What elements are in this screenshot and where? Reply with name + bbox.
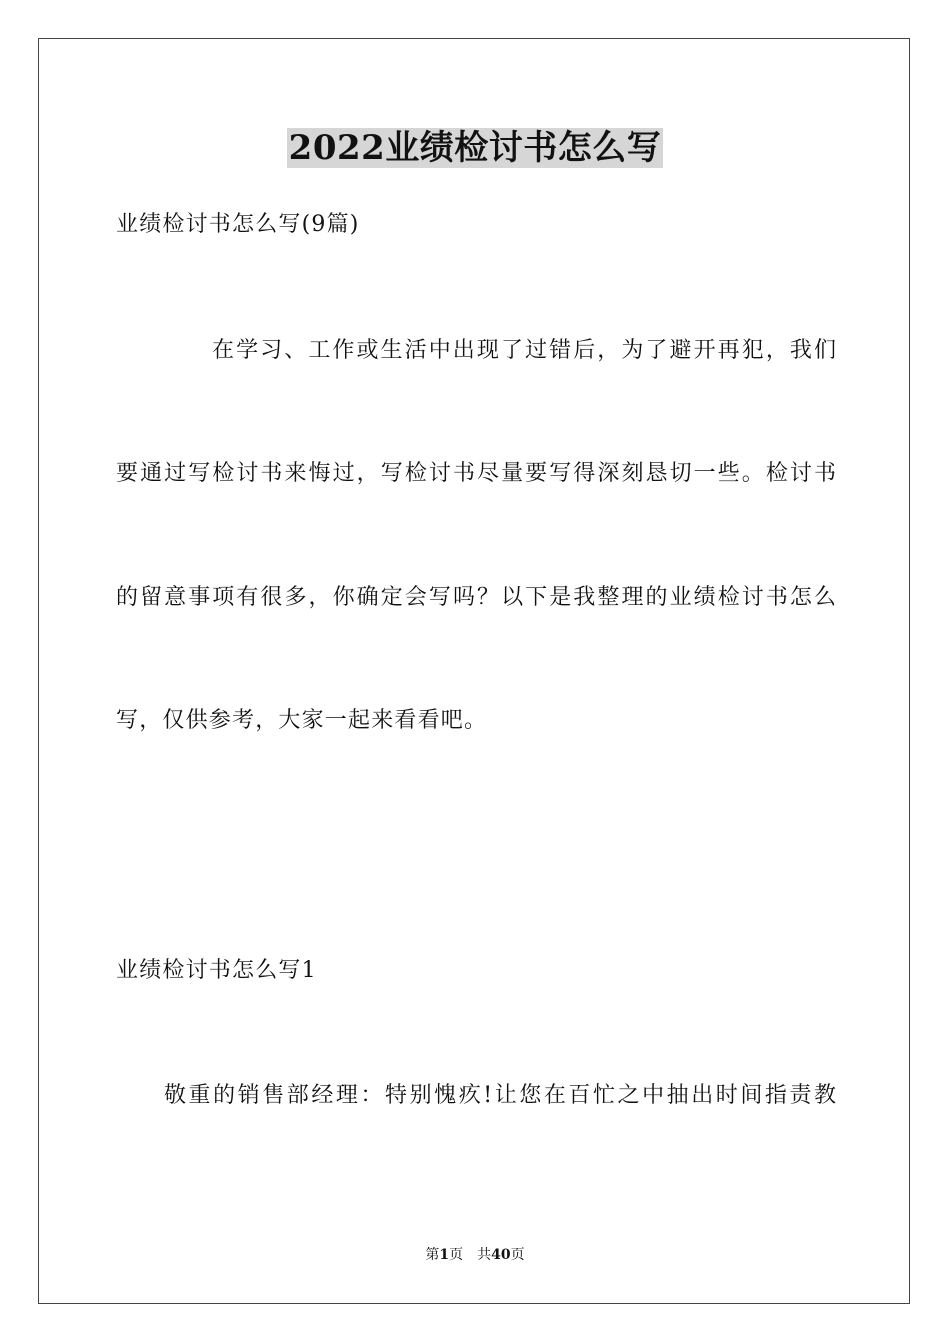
intro-line-1: 在学习、工作或生活中出现了过错后，为了避开再犯，我们 [212,338,836,363]
title-container [0,128,950,168]
page-footer [0,1246,950,1264]
footer-total-prefix: 共 [477,1247,492,1263]
document-subtitle: 业绩检讨书怎么写(9篇) [116,212,360,237]
document-title: 2022业绩检讨书怎么写 [288,128,662,168]
body-line-1: 敬重的销售部经理：特别愧疚!让您在百忙之中抽出时间指责教 [164,1083,836,1108]
footer-total-pages: 40 [491,1247,511,1263]
intro-line-3: 的留意事项有很多，你确定会写吗？以下是我整理的业绩检讨书怎么 [116,585,836,610]
footer-page-prefix: 第 [425,1247,440,1263]
section-heading: 业绩检讨书怎么写1 [116,958,317,983]
intro-line-2: 要通过写检讨书来悔过，写检讨书尽量要写得深刻恳切一些。检讨书 [116,461,836,486]
intro-line-4: 写，仅供参考，大家一起来看看吧。 [116,708,488,733]
footer-total-suffix: 页 [510,1247,525,1263]
footer-page-number: 1 [439,1247,450,1263]
footer-page-suffix: 页 [449,1247,464,1263]
